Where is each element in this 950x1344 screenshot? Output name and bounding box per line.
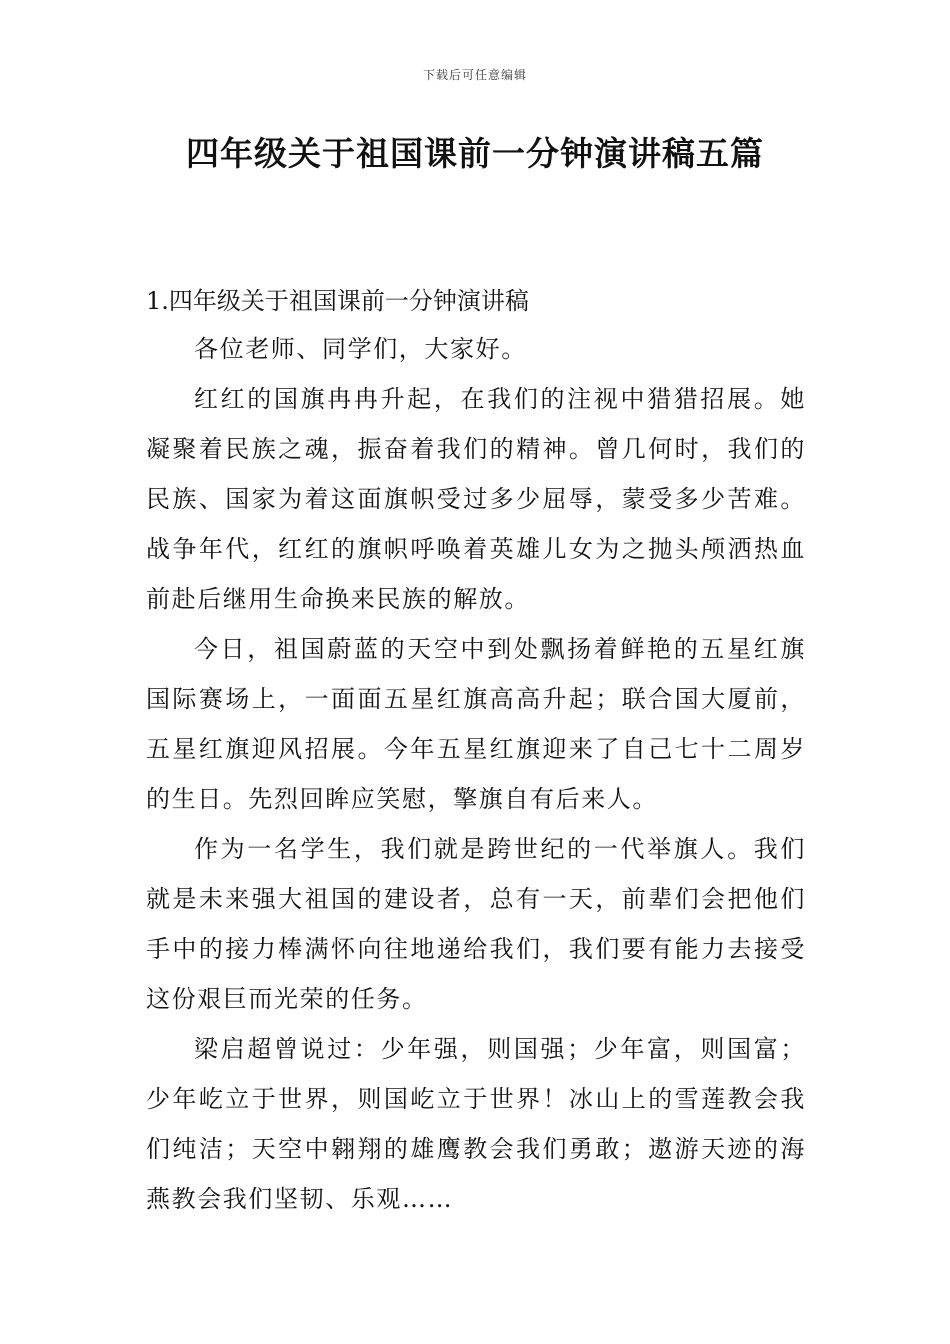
document-body [146,280,806,1224]
paragraph: 今日，祖国蔚蓝的天空中到处飘扬着鲜艳的五星红旗国际赛场上，一面面五星红旗高高升起；联合国大厦前，五星红旗迎风招展。今年五星红旗迎来了自己七十二周岁的生日。先烈回眸应笑慰，擎旗自有后来人。 [146,635,806,813]
document-title: 四年级关于祖国课前一分钟演讲稿五篇 [186,134,764,173]
paragraph: 作为一名学生，我们就是跨世纪的一代举旗人。我们就是未来强大祖国的建设者，总有一天，前辈们会把他们手中的接力棒满怀向往地递给我们，我们要有能力去接受这份艰巨而光荣的任务。 [146,835,806,1013]
paragraph: 红红的国旗冉冉升起，在我们的注视中猎猎招展。她凝聚着民族之魂，振奋着我们的精神。曾几何时，我们的民族、国家为着这面旗帜受过多少屈辱，蒙受多少苦难。战争年代，红红的旗帜呼唤着英雄儿女为之抛头颅洒热血前赴后继用生命换来民族的解放。 [146,385,806,613]
paragraph: 梁启超曾说过：少年强，则国强；少年富，则国富；少年屹立于世界，则国屹立于世界！冰山上的雪莲教会我们纯洁；天空中翱翔的雄鹰教会我们勇敢；遨游天迹的海燕教会我们坚韧、乐观…… [146,1035,806,1213]
header-note: 下载后可任意编辑 [422,68,527,82]
section-heading: 1.四年级关于祖国课前一分钟演讲稿 [146,287,529,315]
paragraph-greeting: 各位老师、同学们，大家好。 [194,335,527,363]
